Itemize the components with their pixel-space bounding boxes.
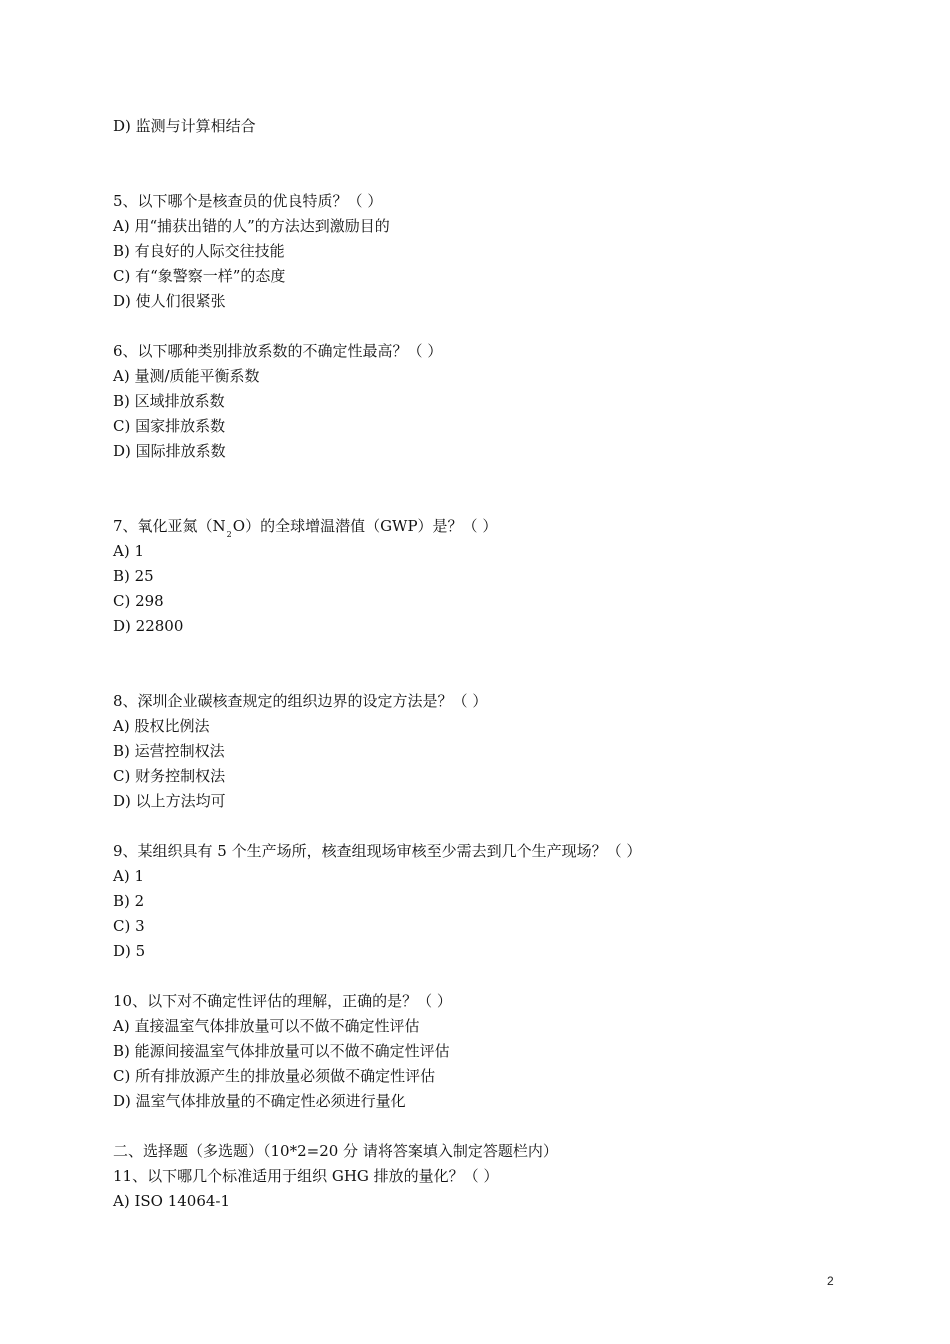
question-9	[113, 839, 873, 964]
q4-option-d: D) 监测与计算相结合	[113, 117, 256, 135]
option-d: D) 国际排放系数	[113, 442, 226, 460]
question-text: 9、某组织具有 5 个生产场所，核查组现场审核至少需去到几个生产现场？（ ）	[113, 842, 642, 860]
option-b: B) 有良好的人际交往技能	[113, 242, 285, 260]
option-a: A) 直接温室气体排放量可以不做不确定性评估	[113, 1017, 420, 1035]
page-content	[113, 114, 873, 1214]
option-d: D) 22800	[113, 617, 184, 635]
option-b: B) 25	[113, 567, 154, 585]
option-a: A) 1	[113, 867, 144, 885]
section-heading: 二、选择题（多选题）（10*2=20 分 请将答案填入制定答题栏内）	[113, 1142, 558, 1160]
question-5	[113, 189, 873, 314]
option-d: D) 以上方法均可	[113, 792, 226, 810]
option-b: B) 能源间接温室气体排放量可以不做不确定性评估	[113, 1042, 450, 1060]
option-d: D) 5	[113, 942, 146, 960]
question-11	[113, 1164, 873, 1214]
question-text: 11、以下哪几个标准适用于组织 GHG 排放的量化？（ ）	[113, 1167, 499, 1185]
question-7	[113, 514, 873, 639]
option-c: C) 财务控制权法	[113, 767, 226, 785]
question-text-start: 7、氧化亚氮（N	[113, 517, 226, 535]
option-b: B) 2	[113, 892, 145, 910]
option-a: A) 1	[113, 542, 144, 560]
option-c: C) 有“象警察一样”的态度	[113, 267, 286, 285]
question-text: 5、以下哪个是核查员的优良特质？（ ）	[113, 192, 383, 210]
question-6	[113, 339, 873, 464]
option-c: C) 所有排放源产生的排放量必须做不确定性评估	[113, 1067, 436, 1085]
option-a: A) ISO 14064-1	[113, 1192, 231, 1210]
question-10	[113, 989, 873, 1114]
question-text: 6、以下哪种类别排放系数的不确定性最高？（ ）	[113, 342, 443, 360]
option-c: C) 3	[113, 917, 145, 935]
page-number: 2	[827, 1274, 834, 1288]
option-d: D) 温室气体排放量的不确定性必须进行量化	[113, 1092, 406, 1110]
question-text: 10、以下对不确定性评估的理解，正确的是？（ ）	[113, 992, 452, 1010]
question-text: 8、深圳企业碳核查规定的组织边界的设定方法是？（ ）	[113, 692, 488, 710]
option-b: B) 区域排放系数	[113, 392, 225, 410]
option-a: A) 量测/质能平衡系数	[113, 367, 260, 385]
subscript-2: 2	[226, 530, 232, 539]
option-c: C) 国家排放系数	[113, 417, 226, 435]
option-d: D) 使人们很紧张	[113, 292, 226, 310]
option-a: A) 股权比例法	[113, 717, 210, 735]
question-8	[113, 689, 873, 814]
question-text-end: O）的全球增温潜值（GWP）是？（ ）	[232, 517, 498, 535]
option-c: C) 298	[113, 592, 164, 610]
option-a: A) 用“捕获出错的人”的方法达到激励目的	[113, 217, 390, 235]
question-text	[113, 514, 873, 539]
option-b: B) 运营控制权法	[113, 742, 225, 760]
